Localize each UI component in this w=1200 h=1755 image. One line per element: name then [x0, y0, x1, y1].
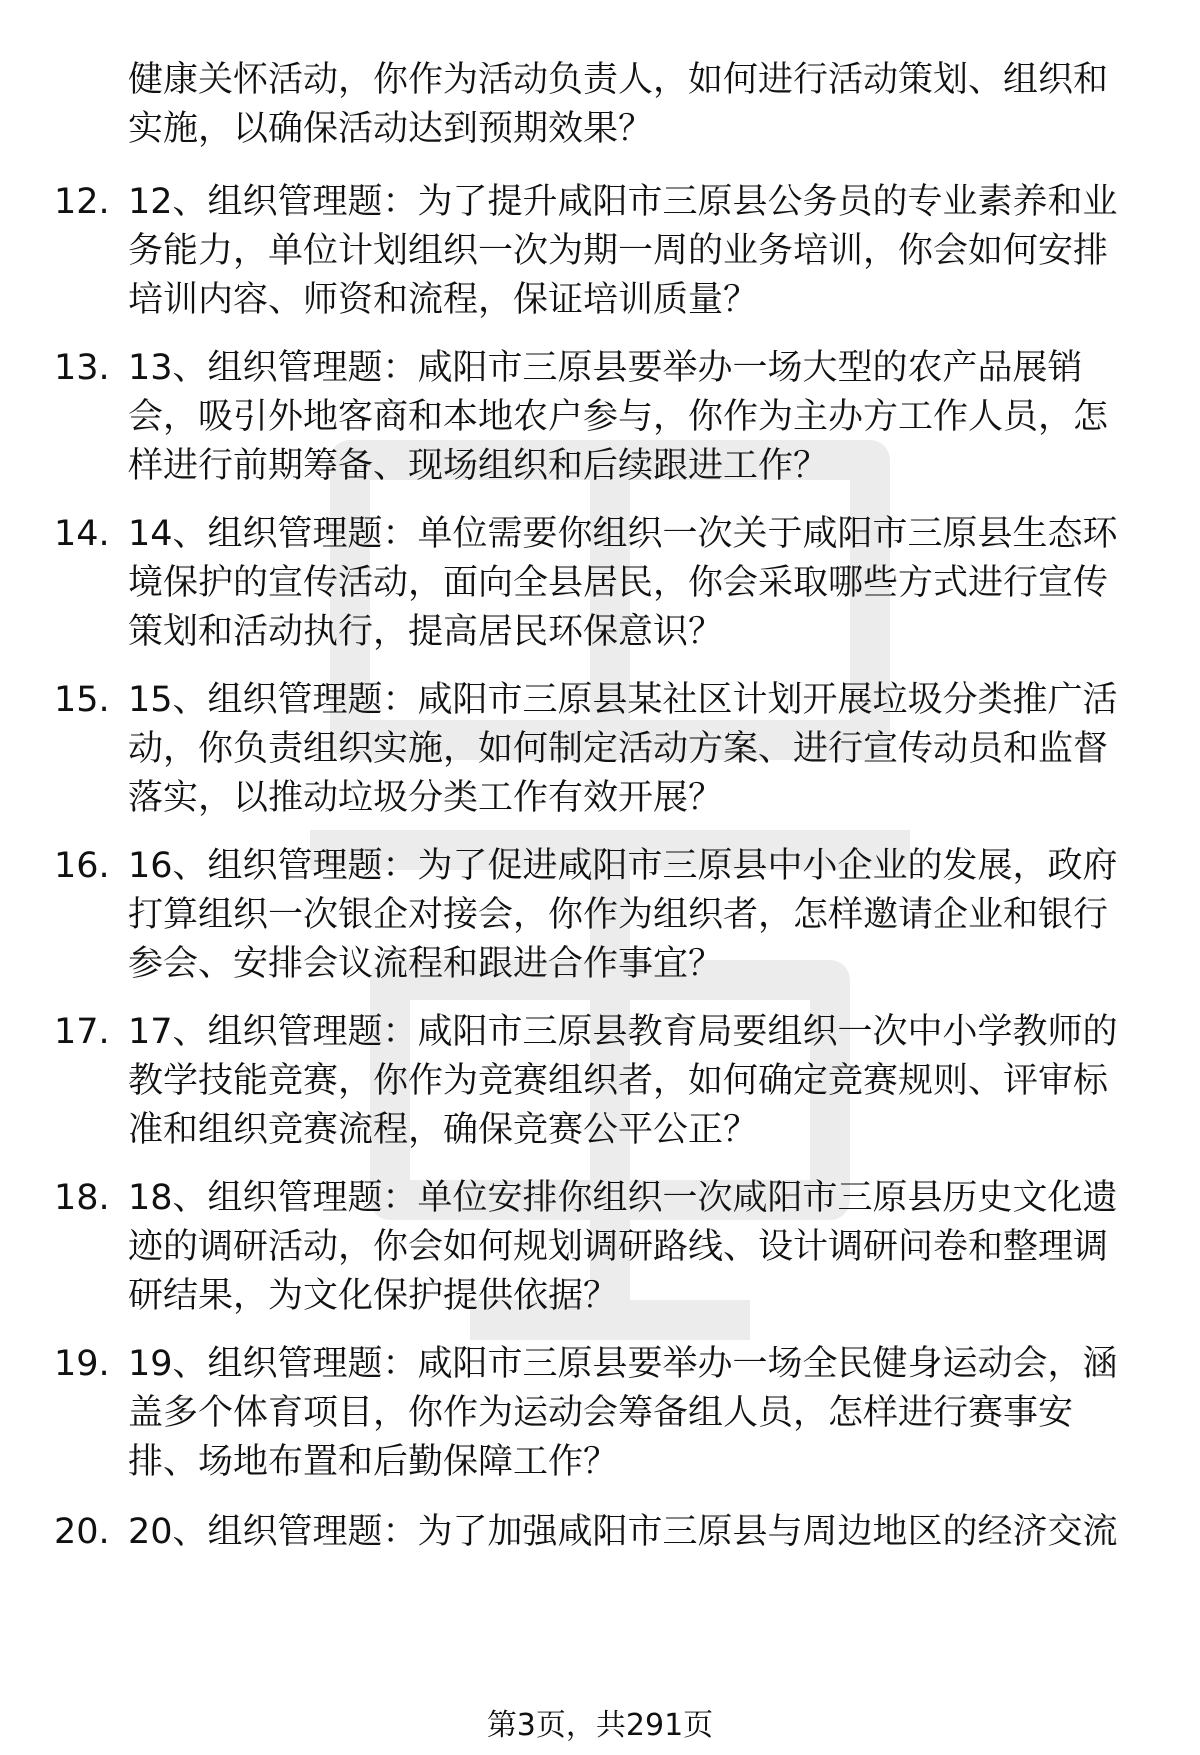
- question-text: 15、组织管理题：咸阳市三原县某社区计划开展垃圾分类推广活 动，你负责组织实施，如何制定活动方案、进行宣传动员和监督 落实，以推动垃圾分类工作有效开展？: [128, 680, 1118, 818]
- list-number: 17.: [54, 1012, 110, 1052]
- page-number-footer: 第3页，共291页: [486, 1708, 714, 1743]
- continuation-paragraph: 健康关怀活动，你作为活动负责人，如何进行活动策划、组织和 实施，以确保活动达到预期效果？: [128, 60, 1109, 149]
- list-number: 18.: [54, 1178, 110, 1218]
- question-text: 12、组织管理题：为了提升咸阳市三原县公务员的专业素养和业 务能力，单位计划组织一次为期一周的业务培训，你会如何安排 培训内容、师资和流程，保证培训质量？: [128, 182, 1118, 320]
- question-text: 17、组织管理题：咸阳市三原县教育局要组织一次中小学教师的 教学技能竞赛，你作为竞赛组织者，如何确定竞赛规则、评审标 准和组织竞赛流程，确保竞赛公平公正？: [128, 1012, 1118, 1150]
- list-number: 13.: [54, 348, 110, 388]
- list-number: 16.: [54, 846, 110, 886]
- question-text: 14、组织管理题：单位需要你组织一次关于咸阳市三原县生态环 境保护的宣传活动，面向全县居民，你会采取哪些方式进行宣传 策划和活动执行，提高居民环保意识？: [128, 514, 1118, 652]
- list-number: 19.: [54, 1344, 110, 1384]
- question-text: 20、组织管理题：为了加强咸阳市三原县与周边地区的经济交流: [128, 1512, 1118, 1552]
- question-text: 19、组织管理题：咸阳市三原县要举办一场全民健身运动会，涵 盖多个体育项目，你作为运动会筹备组人员，怎样进行赛事安 排、场地布置和后勤保障工作？: [128, 1344, 1118, 1482]
- list-number: 15.: [54, 680, 110, 720]
- question-text: 13、组织管理题：咸阳市三原县要举办一场大型的农产品展销 会，吸引外地客商和本地农户参与，你作为主办方工作人员，怎 样进行前期筹备、现场组织和后续跟进工作？: [128, 348, 1109, 486]
- list-number: 20.: [54, 1512, 110, 1552]
- question-text: 16、组织管理题：为了促进咸阳市三原县中小企业的发展，政府 打算组织一次银企对接会，你作为组织者，怎样邀请企业和银行 参会、安排会议流程和跟进合作事宜？: [128, 846, 1118, 984]
- list-number: 14.: [54, 514, 110, 554]
- list-number: 12.: [54, 182, 110, 222]
- question-text: 18、组织管理题：单位安排你组织一次咸阳市三原县历史文化遗 迹的调研活动，你会如何规划调研路线、设计调研问卷和整理调 研结果，为文化保护提供依据？: [128, 1178, 1118, 1316]
